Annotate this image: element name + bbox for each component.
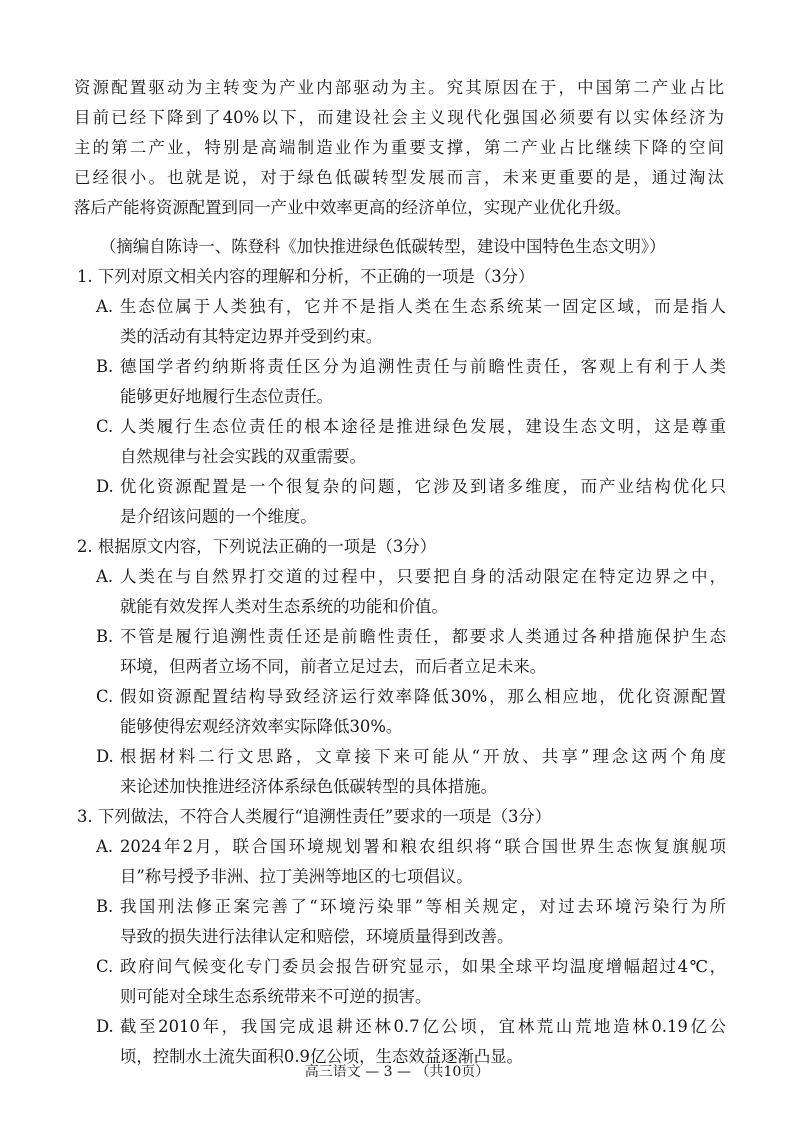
q1-option-d: [96, 472, 726, 532]
q1-option-c: [96, 412, 726, 472]
option-text: 2024年2月，联合国环境规划署和粮农组织将“联合国世界生态恢复旗舰项: [120, 837, 726, 856]
option-text: 不管是履行追溯性责任还是前瞻性责任，都要求人类通过各种措施保护生态: [120, 627, 726, 646]
option-text-cont: 导致的损失进行法律认定和赔偿，环境质量得到改善。: [120, 927, 514, 946]
option-text-cont: 就能有效发挥人类对生态系统的功能和价值。: [120, 597, 448, 616]
option-letter: A.: [96, 297, 114, 316]
option-text-cont: 环境，但两者立场不同，前者立足过去，而后者立足未来。: [120, 657, 547, 676]
option-letter: A.: [96, 837, 114, 856]
q1-option-b: [96, 352, 726, 412]
question-1-stem: 1. 下列对原文相关内容的理解和分析，不正确的一项是（3分）: [77, 267, 535, 286]
option-text-cont: 类的活动有其特定边界并受到约束。: [120, 327, 383, 346]
option-text-cont: 顷，控制水土流失面积0.9亿公顷，生态效益逐渐凸显。: [120, 1047, 524, 1066]
page-footer: 高三语文 — 3 — （共10页）: [304, 1064, 490, 1080]
q3-option-b: [96, 892, 726, 952]
option-letter: C.: [96, 687, 114, 706]
option-letter: D.: [96, 747, 114, 766]
option-text-cont: 则可能对全球生态系统带来不可逆的损害。: [120, 987, 432, 1006]
option-letter: B.: [96, 627, 114, 646]
intro-paragraph: [74, 73, 724, 223]
option-letter: D.: [96, 477, 114, 496]
question-3-stem: 3. 下列做法，不符合人类履行“追溯性责任”要求的一项是（3分）: [77, 807, 552, 826]
option-text-cont: 是介绍该问题的一个维度。: [120, 507, 317, 526]
option-text: 德国学者约纳斯将责任区分为追溯性责任与前瞻性责任，客观上有利于人类: [120, 357, 726, 376]
q2-option-a: [96, 562, 726, 622]
option-text: 人类履行生态位责任的根本途径是推进绿色发展，建设生态文明，这是尊重: [120, 417, 726, 436]
option-letter: B.: [96, 357, 114, 376]
option-letter: D.: [96, 1017, 114, 1036]
intro-line: 主的第二产业，特别是高端制造业作为重要支撑，第二产业占比继续下降的空间: [74, 138, 724, 157]
q3-option-a: [96, 832, 726, 892]
option-text: 人类在与自然界打交道的过程中，只要把自身的活动限定在特定边界之中，: [120, 567, 726, 586]
option-text: 优化资源配置是一个很复杂的问题，它涉及到诸多维度，而产业结构优化只: [120, 477, 726, 496]
option-text-cont: 能够使得宏观经济效率实际降低30%。: [120, 717, 403, 736]
option-text-cont: 自然规律与社会实践的双重需要。: [120, 447, 366, 466]
option-text: 政府间气候变化专门委员会报告研究显示，如果全球平均温度增幅超过4℃，: [120, 957, 726, 976]
option-letter: C.: [96, 417, 114, 436]
option-letter: B.: [96, 897, 114, 916]
intro-line: 已经很小。也就是说，对于绿色低碳转型发展而言，未来更重要的是，通过淘汰: [74, 168, 724, 187]
q2-option-b: [96, 622, 726, 682]
intro-line: 资源配置驱动为主转变为产业内部驱动为主。究其原因在于，中国第二产业占比: [74, 78, 724, 97]
option-text: 截至2010年，我国完成退耕还林0.7亿公顷，宜林荒山荒地造林0.19亿公: [120, 1017, 726, 1036]
q1-option-a: [96, 292, 726, 352]
option-text: 假如资源配置结构导致经济运行效率降低30%，那么相应地，优化资源配置: [120, 687, 726, 706]
option-text-cont: 能够更好地履行生态位责任。: [120, 387, 334, 406]
source-citation: （摘编自陈诗一、陈登科《加快推进绿色低碳转型，建设中国特色生态文明》）: [100, 237, 666, 256]
q2-option-d: [96, 742, 726, 802]
option-text: 根据材料二行文思路，文章接下来可能从“开放、共享”理念这两个角度: [120, 747, 726, 766]
option-letter: C.: [96, 957, 114, 976]
question-2-stem: 2. 根据原文内容，下列说法正确的一项是（3分）: [77, 537, 437, 556]
intro-line: 目前已经下降到了40%以下，而建设社会主义现代化强国必须要有以实体经济为: [74, 108, 724, 127]
option-text-cont: 来论述加快推进经济体系绿色低碳转型的具体措施。: [120, 777, 497, 796]
option-text: 生态位属于人类独有，它并不是指人类在生态系统某一固定区域，而是指人: [120, 297, 726, 316]
option-text-cont: 目”称号授予非洲、拉丁美洲等地区的七项倡议。: [120, 867, 473, 886]
intro-line: 落后产能将资源配置到同一产业中效率更高的经济单位，实现产业优化升级。: [74, 198, 632, 217]
option-text: 我国刑法修正案完善了“环境污染罪”等相关规定，对过去环境污染行为所: [120, 897, 726, 916]
option-letter: A.: [96, 567, 114, 586]
q2-option-c: [96, 682, 726, 742]
q3-option-c: [96, 952, 726, 1012]
